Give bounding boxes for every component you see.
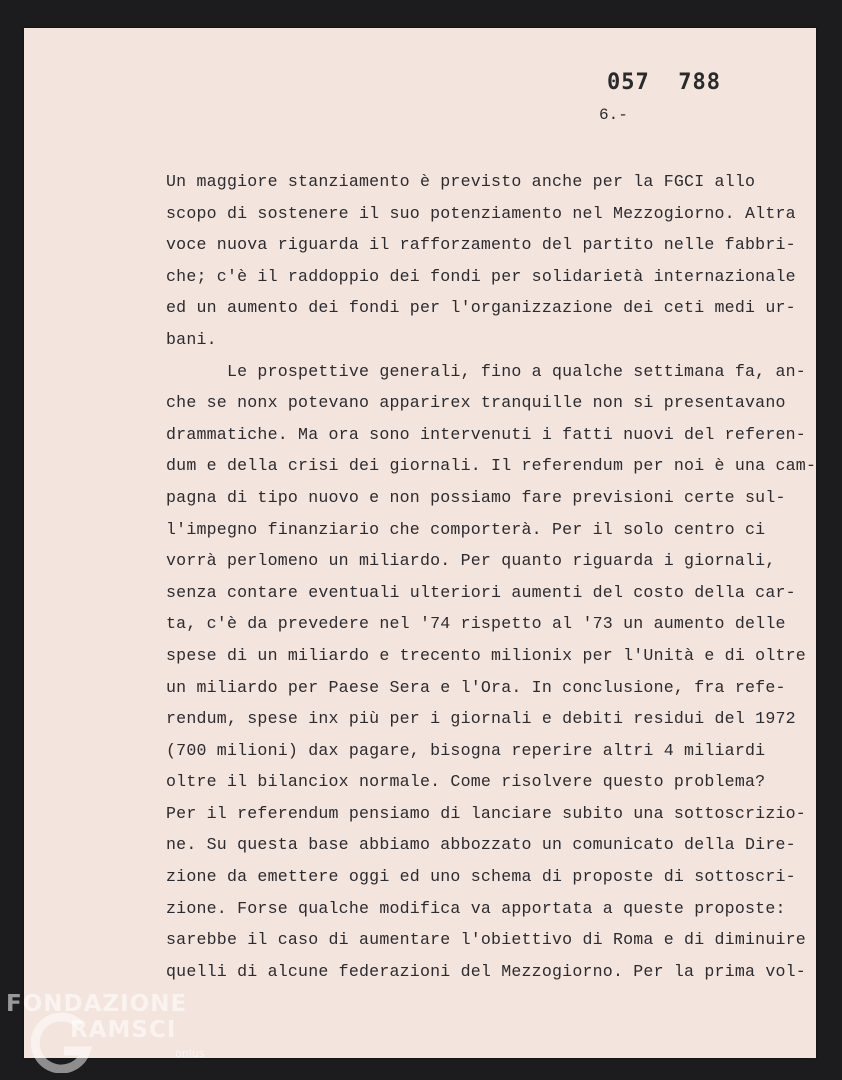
text-line: ed un aumento dei fondi per l'organizzazione dei ceti medi ur- <box>166 298 796 318</box>
text-line: bani. <box>166 329 217 349</box>
typed-text-body <box>166 166 817 987</box>
watermark-line1: FONDAZIONE <box>6 991 188 1017</box>
text-line: pagna di tipo nuovo e non possiamo fare previsioni certe sul- <box>166 487 786 507</box>
fondazione-gramsci-watermark <box>0 985 230 1080</box>
text-line: rendum, spese inx più per i giornali e debiti residui del 1972 <box>166 709 796 729</box>
text-line: Un maggiore stanziamento è previsto anche per la FGCI allo <box>166 172 756 191</box>
text-line: quelli di alcune federazioni del Mezzogiorno. Per la prima vol- <box>166 961 806 981</box>
text-line: zione da emettere oggi ed uno schema di proposte di sottoscri- <box>166 867 796 887</box>
text-line: senza contare eventuali ulteriori aumenti del costo della car- <box>166 582 796 602</box>
text-line: ne. Su questa base abbiamo abbozzato un comunicato della Dire- <box>166 835 796 855</box>
text-line: (700 milioni) dax pagare, bisogna reperire altri 4 miliardi <box>166 740 766 760</box>
text-line: voce nuova riguarda il rafforzamento del partito nelle fabbri- <box>166 235 796 255</box>
text-line: drammatiche. Ma ora sono intervenuti i fatti nuovi del referen- <box>166 424 806 444</box>
text-line: sarebbe il caso di aumentare l'obiettivo di Roma e di diminuire <box>166 930 806 950</box>
text-line: dum e della crisi dei giornali. Il referendum per noi è una cam- <box>166 456 817 476</box>
text-line: spese di un miliardo e trecento milionix per l'Unità e di oltre <box>166 645 806 665</box>
page-number: 6.- <box>599 106 628 124</box>
watermark-line2: RAMSCI <box>70 1017 177 1043</box>
text-line: un miliardo per Paese Sera e l'Ora. In conclusione, fra refe- <box>166 677 786 697</box>
text-line: ta, c'è da prevedere nel '74 rispetto al '73 un aumento delle <box>166 614 786 634</box>
text-line: Le prospettive generali, fino a qualche settimana fa, an- <box>166 361 806 381</box>
reference-number: 057 788 <box>607 70 721 95</box>
text-line: oltre il bilanciox normale. Come risolvere questo problema? <box>166 772 766 792</box>
watermark-line3: onlus <box>175 1047 205 1060</box>
text-line: Per il referendum pensiamo di lanciare subito una sottoscrizio- <box>166 803 806 823</box>
text-line: l'impegno finanziario che comporterà. Per il solo centro ci <box>166 519 766 539</box>
text-line: che; c'è il raddoppio dei fondi per solidarietà internazionale <box>166 266 796 286</box>
text-line: vorrà perlomeno un miliardo. Per quanto riguarda i giornali, <box>166 551 776 571</box>
text-line: scopo di sostenere il suo potenziamento nel Mezzogiorno. Altra <box>166 203 796 223</box>
text-line: che se nonx potevano apparirex tranquille non si presentavano <box>166 393 786 413</box>
text-line: zione. Forse qualche modifica va apportata a queste proposte: <box>166 898 786 918</box>
